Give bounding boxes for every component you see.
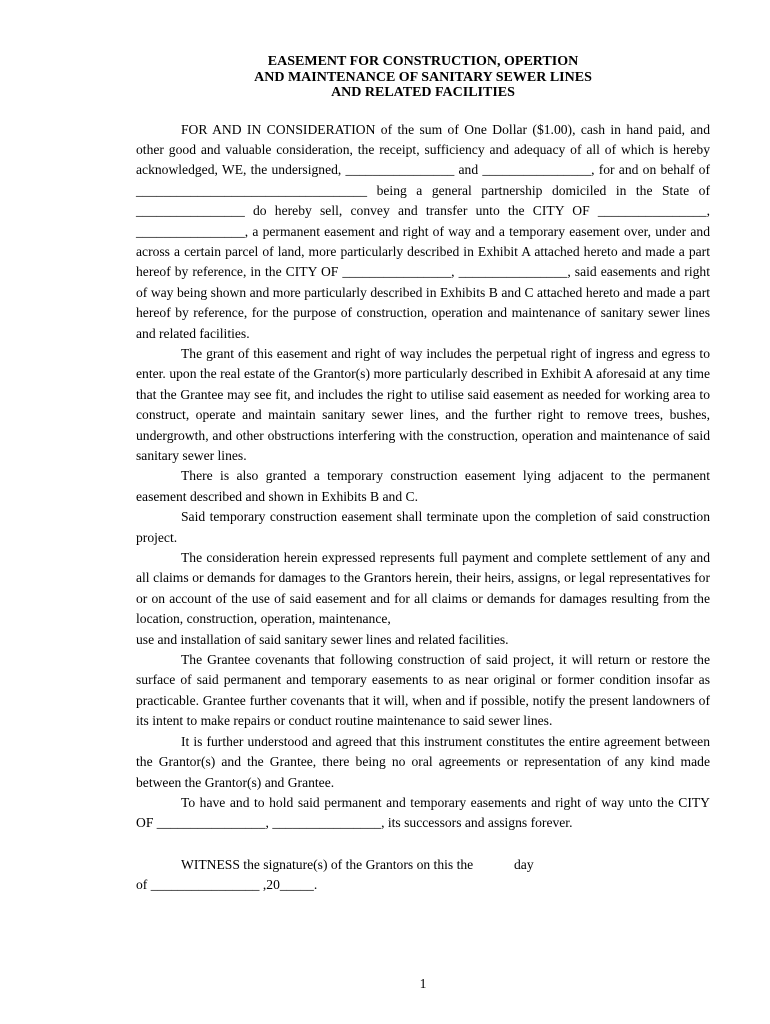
document-body [136, 120, 710, 896]
witness-clause-line-1: WITNESS the signature(s) of the Grantors on this the day [181, 856, 534, 872]
paragraph-termination: Said temporary construction easement shall terminate upon the completion of said construction project. [136, 509, 710, 545]
paragraph-grantee-covenants: The Grantee covenants that following construction of said project, it will return or restore the surface of said permanent and temporary easements to as near original or former condition insofar as practicable. Grantee further covenants that it will, when and if possible, notify the present landowners of its intent to make repairs or conduct routine maintenance to said sewer lines. [136, 652, 710, 729]
paragraph-payment-settlement-continued: use and installation of said sanitary sewer lines and related facilities. [136, 631, 509, 647]
title-line-1: EASEMENT FOR CONSTRUCTION, OPERTION [267, 54, 579, 69]
page-footer [136, 976, 710, 992]
page-number: 1 [419, 976, 427, 991]
paragraph-consideration-grant: FOR AND IN CONSIDERATION of the sum of One Dollar ($1.00), cash in hand paid, and other good and valuable consideration, the receipt, sufficiency and adequacy of all of which is hereby acknowledged, WE, the undersigned, ________________ and ________________, for and on behalf of __________________________________ being a general partnership domiciled in the State of ________________ do hereby sell, convey and transfer unto the CITY OF ________________, ________________, a permanent easement and right of way and a temporary easement over, under and across a certain parcel of land, more particularly described in Exhibit A attached hereto and made a part hereof by reference, in the CITY OF ________________, ________________, said easements and right of way being shown and more particularly described in Exhibits B and C attached hereto and made a part hereof by reference, for the purpose of construction, operation and maintenance of sanitary sewer lines and related facilities. [136, 121, 710, 341]
witness-clause-line-2: of ________________ ,20_____. [136, 877, 318, 893]
title-line-3: AND RELATED FACILITIES [331, 85, 515, 100]
paragraph-entire-agreement: It is further understood and agreed that this instrument constitutes the entire agreement between the Grantor(s) and the Grantee, there being no oral agreements or representation of any kind made between the Grantor(s) and Grantee. [136, 733, 710, 790]
paragraph-habendum: To have and to hold said permanent and temporary easements and right of way unto the CITY OF ________________, ________________, its successors and assigns forever. [136, 794, 710, 831]
paragraph-ingress-egress: The grant of this easement and right of way includes the perpetual right of ingress and egress to enter. upon the real estate of the Grantor(s) more particularly described in Exhibit A aforesaid at any time that the Grantee may see fit, and includes the right to utilise said easement as needed for working area to construct, operate and maintain sanitary sewer lines, and the further right to remove trees, bushes, undergrowth, and other obstructions interfering with the construction, operation and maintenance of said sanitary sewer lines. [136, 345, 710, 463]
paragraph-payment-settlement: The consideration herein expressed represents full payment and complete settlement of any and all claims or demands for damages to the Grantors herein, their heirs, assigns, or legal representatives for or on account of the use of said easement and for all claims or demands for damages resulting from the location, construction, operation, maintenance, [136, 550, 710, 627]
title-line-2: AND MAINTENANCE OF SANITARY SEWER LINES [254, 69, 592, 85]
paragraph-temporary-easement: There is also granted a temporary construction easement lying adjacent to the permanent easement described and shown in Exhibits B and C. [136, 468, 710, 504]
document-title [136, 54, 710, 101]
